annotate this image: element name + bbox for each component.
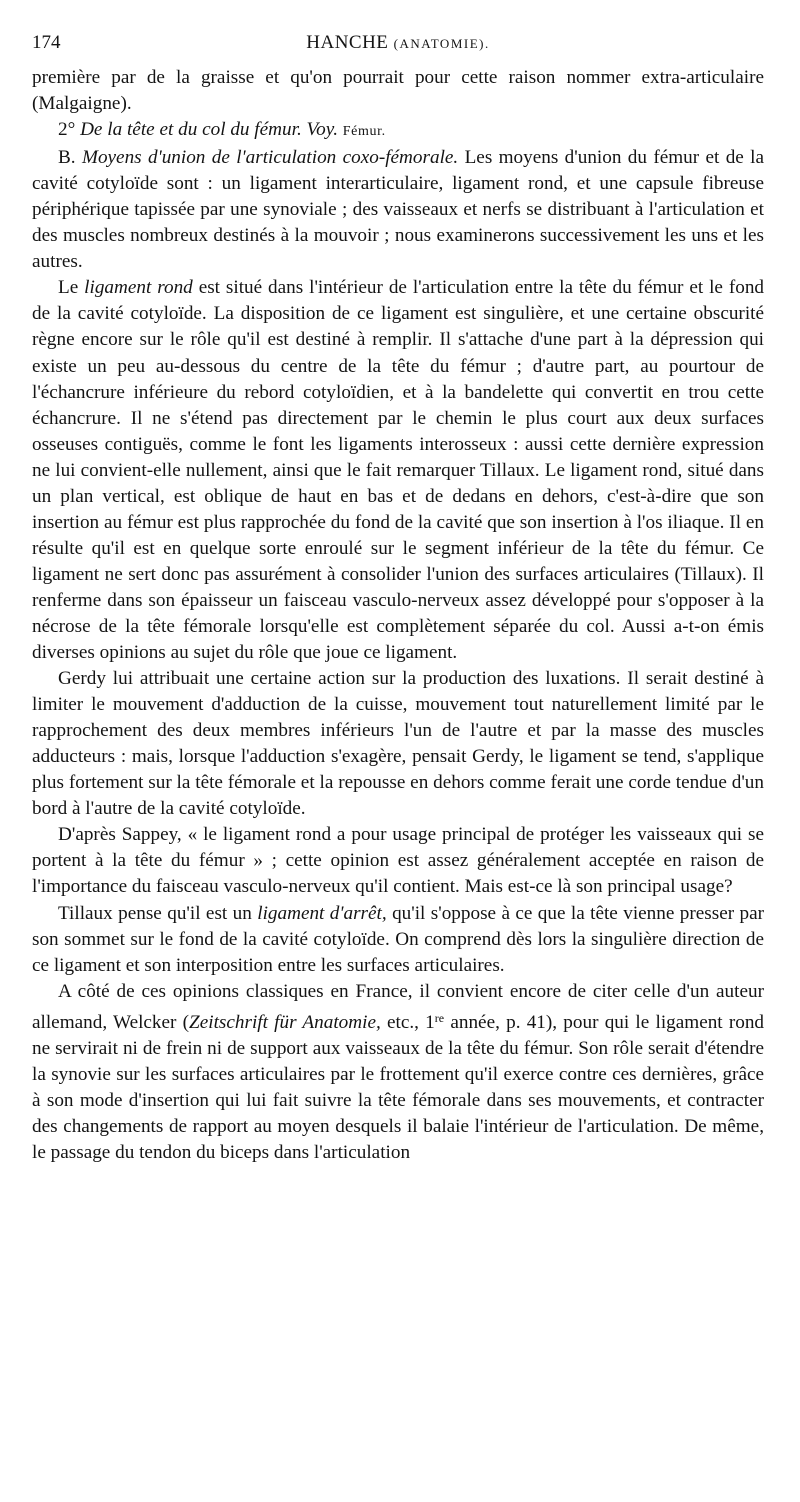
term-ligament-rond: ligament rond xyxy=(84,277,193,299)
paragraph-8 xyxy=(32,979,764,1166)
paragraph-3 xyxy=(32,145,764,275)
paragraph-8-mid: etc., 1 xyxy=(387,1011,435,1033)
paragraph-8-lead: A côté de ces opinions classiques en France, il convient encore de citer celle d'un auteur allemand, Welcker ( xyxy=(32,980,764,1033)
see-also-reference: Fémur. xyxy=(342,124,386,140)
paragraph-8-text: année, p. 41), pour qui le ligament rond ne servirait ni de frein ni de support aux vaisseaux de la tête du fémur. Son rôle serait d'étendre la synovie sur les surfaces articulaires par le frottement qu'il exerce contre ces dernières, grâce à son mode d'insertion qui lui fait suivre la tête fémorale dans ses mouvements, et contracter des changements de rapport au moyen desquels il balaie l'intérieur de l'articulation. De même, le passage du tendon du biceps dans l'articulation xyxy=(32,1011,765,1163)
paragraph-7-text: qu'il s'oppose à ce que la tête vienne presser par son sommet sur le fond de la cavité cotyloïde. On comprend dès lors la singulière direction de ce ligament et son interposition entre les surfaces articulaires. xyxy=(32,902,764,976)
paragraph-7-lead: Tillaux pense qu'il est un xyxy=(58,902,252,924)
ordinal-superscript: re xyxy=(434,1010,445,1025)
section-title: De la tête et du col du fémur. xyxy=(80,119,302,141)
section-number: 2° xyxy=(58,119,76,141)
paragraph-3-text: Les moyens d'union du fémur et de la cavité cotyloïde sont : un ligament interarticulaire, ligament rond, et une capsule fibreuse périphérique tapissée par une synoviale ; des vaisseaux et nerfs se distribuant à l'articulation et des muscles nombreux destinés à la mouvoir ; nous examinerons successivement les uns et les autres. xyxy=(32,147,764,273)
section-heading: Moyens d'union de l'articulation coxo-fémorale. xyxy=(81,147,459,169)
paragraph-4-lead: Le xyxy=(58,277,79,299)
paragraph-1-text: première par de la graisse et qu'on pourrait pour cette raison nommer extra-articulaire (Malgaigne). xyxy=(32,67,764,115)
paragraph-4 xyxy=(32,275,764,666)
paragraph-1 xyxy=(32,65,764,117)
journal-title: Zeitschrift für Anatomie, xyxy=(189,1011,381,1033)
running-head-subtitle: (ANATOMIE). xyxy=(393,36,490,51)
paragraph-5-text: Gerdy lui attribuait une certaine action sur la production des luxations. Il serait destiné à limiter le mouvement d'adduction de la cuisse, mouvement tout naturellement limité par le rapprochement des deux membres inférieurs l'un de l'autre et par la masse des muscles adducteurs : mais, lorsque l'adduction s'exagère, pensait Gerdy, le ligament se tend, s'applique plus fortement sur la tête fémorale et la repousse en dehors comme ferait une corde tendue d'un bord à l'autre de la cavité cotyloïde. xyxy=(32,668,764,820)
page-body xyxy=(32,65,764,1166)
page-number: 174 xyxy=(32,32,61,53)
page-header xyxy=(32,30,764,56)
paragraph-6-text: D'après Sappey, « le ligament rond a pour usage principal de protéger les vaisseaux qui se portent à la tête du fémur » ; cette opinion est assez généralement acceptée en raison de l'importance du faisceau vasculo-nerveux qu'il contient. Mais est-ce là son principal usage? xyxy=(32,824,764,898)
paragraph-6 xyxy=(32,822,764,900)
running-head-title: HANCHE xyxy=(306,32,389,53)
term-ligament-arret: ligament d'arrêt, xyxy=(257,902,387,924)
see-also-label: Voy. xyxy=(306,119,338,141)
paragraph-2 xyxy=(32,117,764,145)
section-label: B. xyxy=(58,147,76,169)
paragraph-7 xyxy=(32,901,764,979)
paragraph-4-text: est situé dans l'intérieur de l'articulation entre la tête du fémur et le fond de la cavité cotyloïde. La disposition de ce ligament est singulière, et une certaine obscurité règne encore sur le rôle qu'il est destiné à remplir. Il s'attache d'une part à la dépression qui existe un peu au-dessous du centre de la tête du fémur ; d'autre part, au pourtour de l'échancrure inférieure du rebord cotyloïdien, et à la bandelette qui convertit en trou cette échancrure. Il ne s'étend pas directement par le chemin le plus court aux deux surfaces osseuses contiguës, comme le font les ligaments interosseux : aussi cette dernière expression ne lui convient-elle nullement, ainsi que le fait remarquer Tillaux. Le ligament rond, situé dans un plan vertical, est oblique de haut en bas et de dedans en dehors, c'est-à-dire que son insertion au fémur est plus rapprochée du fond de la cavité que son insertion à l'os iliaque. Il en résulte qu'il est en quelque sorte enroulé sur le segment inférieur de la tête du fémur. Ce ligament ne sert donc pas assurément à consolider l'union des surfaces articulaires (Tillaux). Il renferme dans son épaisseur un faisceau vasculo-nerveux assez développé pour s'opposer à la nécrose de la tête fémorale lorsqu'elle est complètement séparée du col. Aussi a-t-on émis diverses opinions au sujet du rôle que joue ce ligament. xyxy=(32,277,765,664)
paragraph-5 xyxy=(32,666,764,822)
running-head xyxy=(32,30,764,57)
